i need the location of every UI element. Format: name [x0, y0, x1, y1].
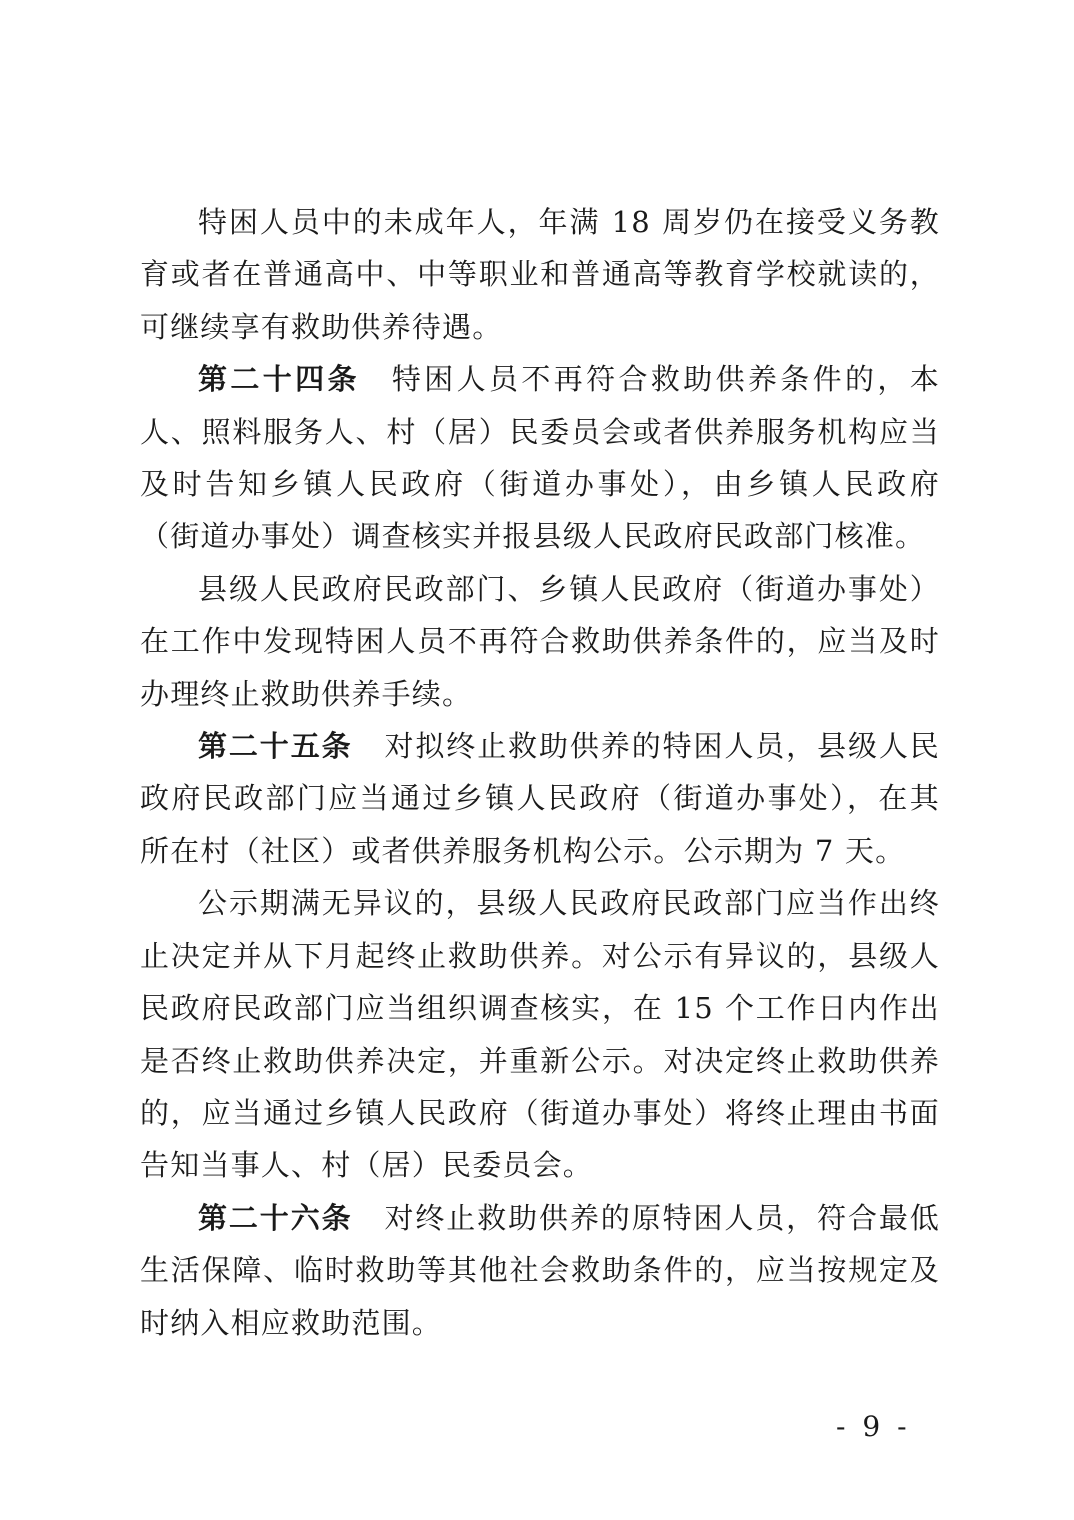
paragraph-termination-procedure — [140, 563, 940, 720]
paragraph-article-24 — [140, 353, 940, 563]
article-25-label: 第二十五条 — [198, 729, 353, 764]
paragraph-text: 对终止救助供养的原特困人员，符合最低生活保障、临时救助等其他社会救助条件的，应当按规定及时纳入相应救助范围。 — [140, 1200, 940, 1340]
paragraph-text: 公示期满无异议的，县级人民政府民政部门应当作出终止决定并从下月起终止救助供养。对公示有异议的，县级人民政府民政部门应当组织调查核实，在 15 个工作日内作出是否终止救助供养决定，并重新公示。对决定终止救助供养的，应当通过乡镇人民政府（街道办事处）将终止理由书面告知当事人、村（居）民委员会。 — [140, 886, 940, 1183]
paragraph-text: 特困人员不再符合救助供养条件的，本人、照料服务人、村（居）民委员会或者供养服务机构应当及时告知乡镇人民政府（街道办事处），由乡镇人民政府（街道办事处）调查核实并报县级人民政府民政部门核准。 — [140, 362, 940, 554]
article-26-label: 第二十六条 — [198, 1200, 353, 1235]
paragraph-text: 对拟终止救助供养的特困人员，县级人民政府民政部门应当通过乡镇人民政府（街道办事处），在其所在村（社区）或者供养服务机构公示。公示期为 7 天。 — [140, 729, 940, 868]
paragraph-text: 特困人员中的未成年人，年满 18 周岁仍在接受义务教育或者在普通高中、中等职业和普通高等教育学校就读的，可继续享有救助供养待遇。 — [140, 205, 940, 344]
document-body — [140, 196, 940, 1349]
paragraph-publicity-result — [140, 877, 940, 1191]
article-24-label: 第二十四条 — [198, 362, 360, 397]
paragraph-article-25 — [140, 720, 940, 877]
paragraph-text: 县级人民政府民政部门、乡镇人民政府（街道办事处）在工作中发现特困人员不再符合救助供养条件的，应当及时办理终止救助供养手续。 — [140, 571, 940, 711]
paragraph-article-26 — [140, 1192, 940, 1349]
paragraph-minor-continuation — [140, 196, 940, 353]
page-number: - 9 - — [836, 1410, 911, 1443]
